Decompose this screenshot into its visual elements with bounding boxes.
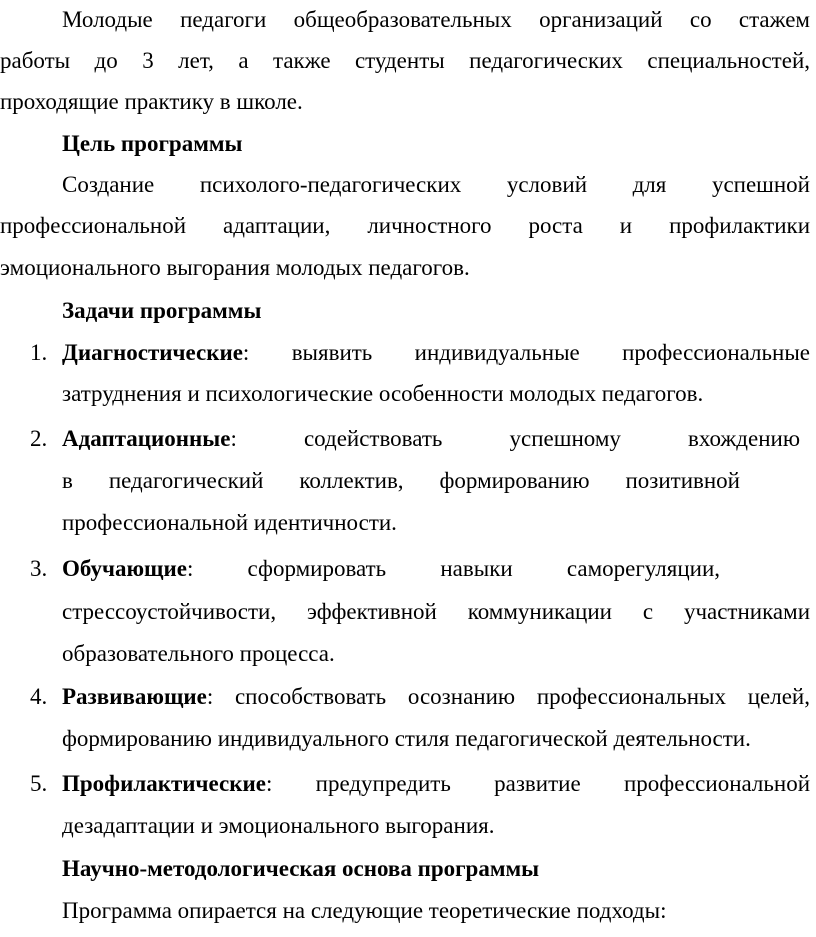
task-item xyxy=(0,764,816,804)
task-term: Профилактические xyxy=(62,771,266,796)
goal-line: эмоционального выгорания молодых педагогов. xyxy=(0,255,470,280)
task-number: 4. xyxy=(30,684,48,709)
goal-line: Создание психолого-педагогических условий для успешной xyxy=(62,172,810,197)
task-line: в педагогический коллектив, формированию позитивной xyxy=(62,468,740,493)
task-line: формированию индивидуального стиля педагогической деятельности. xyxy=(62,726,751,751)
goal-line: профессиональной адаптации, личностного роста и профилактики xyxy=(0,213,810,238)
task-line: дезадаптации и эмоционального выгорания. xyxy=(62,813,495,838)
task-term: Развивающие xyxy=(62,684,207,709)
task-line: затруднения и психологические особенности молодых педагогов. xyxy=(62,381,704,406)
task-first-line xyxy=(62,419,800,459)
task-number: 3. xyxy=(30,556,48,581)
task-line: образовательного процесса. xyxy=(62,641,335,666)
basis-line: Программа опирается на следующие теоретические подходы: xyxy=(62,898,667,923)
task-first-line xyxy=(62,764,810,804)
intro-line: проходящие практику в школе. xyxy=(0,89,303,114)
task-text: : способствовать осознанию профессиональных целей, xyxy=(206,684,810,709)
intro-line: работы до 3 лет, а также студенты педагогических специальностей, xyxy=(0,48,810,73)
task-number: 1. xyxy=(30,340,48,365)
intro-line: Молодые педагоги общеобразовательных организаций со стажем xyxy=(62,7,810,32)
task-term: Адаптационные xyxy=(62,426,231,451)
task-first-line xyxy=(62,333,810,373)
task-number: 5. xyxy=(30,771,48,796)
task-first-line xyxy=(62,677,810,717)
task-first-line xyxy=(62,549,720,589)
task-text: : выявить индивидуальные профессиональные xyxy=(242,340,810,365)
task-text: : содействовать успешному вхождению xyxy=(230,426,800,451)
task-item xyxy=(0,549,816,589)
task-item xyxy=(0,419,816,459)
basis-heading: Научно-методологическая основа программы xyxy=(62,856,540,881)
task-text: : сформировать навыки саморегуляции, xyxy=(186,556,720,581)
task-term: Диагностические xyxy=(62,340,243,365)
task-text: : предупредить развитие профессиональной xyxy=(265,771,810,796)
task-term: Обучающие xyxy=(62,556,187,581)
task-line: стрессоустойчивости, эффективной коммуникации с участниками xyxy=(62,599,810,624)
task-line: профессиональной идентичности. xyxy=(62,510,397,535)
tasks-heading: Задачи программы xyxy=(62,298,262,323)
task-item xyxy=(0,677,816,717)
task-number: 2. xyxy=(30,426,48,451)
goal-heading: Цель программы xyxy=(62,131,243,156)
task-item xyxy=(0,333,816,373)
